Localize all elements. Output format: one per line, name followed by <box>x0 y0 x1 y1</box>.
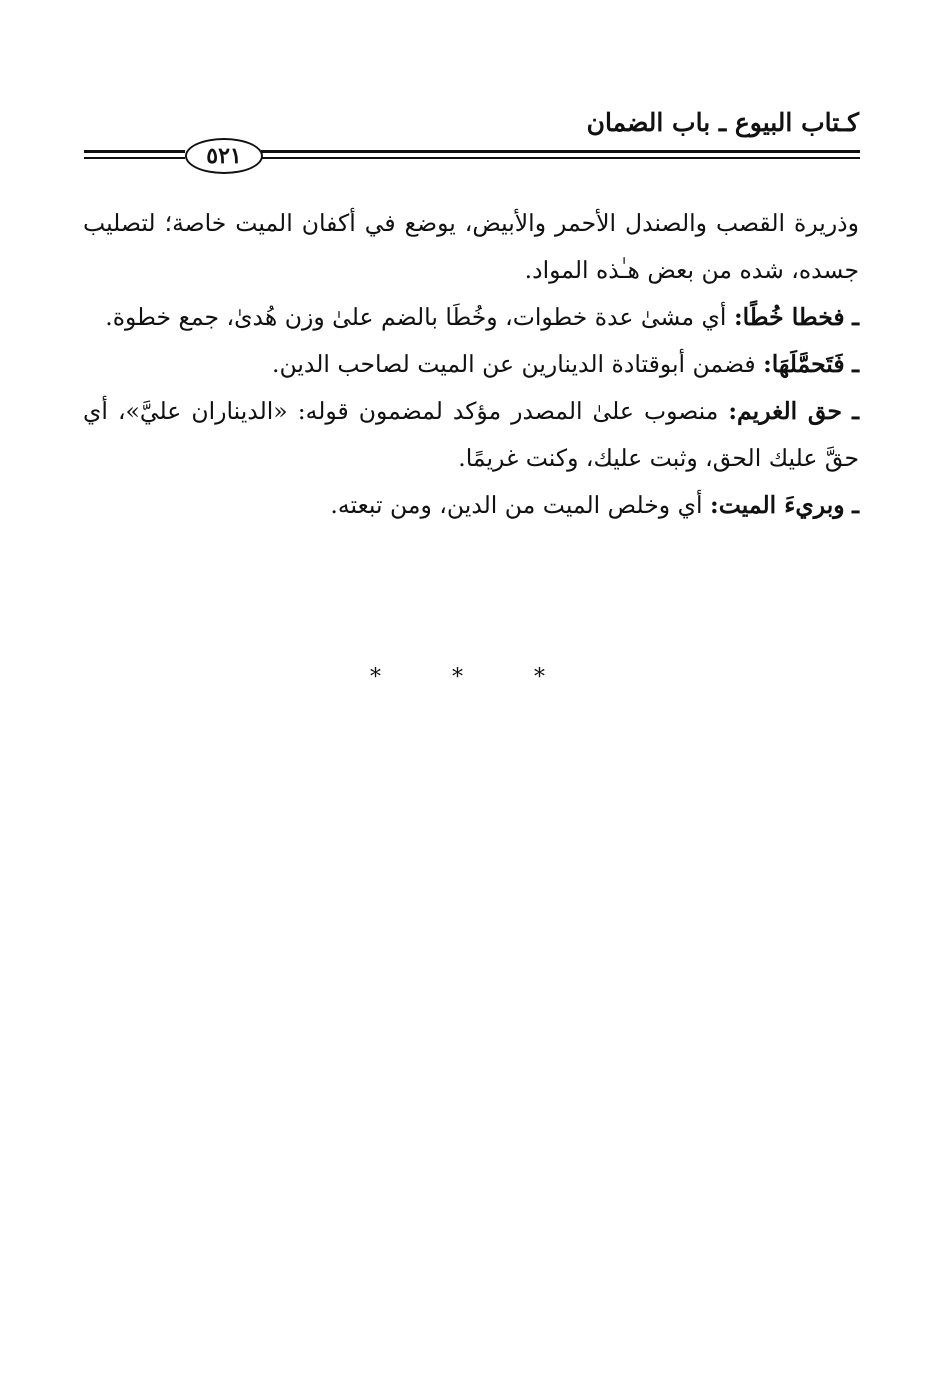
entry-term: فخطا خُطًا <box>742 303 845 331</box>
header-rule <box>84 138 860 178</box>
entry-colon: : <box>728 397 738 425</box>
glossary-entry <box>83 294 859 341</box>
running-header-title: كـتاب البيوع ـ باب الضمان <box>586 108 859 137</box>
entry-text: منصوب علىٰ المصدر مؤكد لمضمون قوله: «الديناران عليَّ»، أي حقَّ عليك الحق، وثبت عليك، وكنت غريمًا. <box>83 397 859 472</box>
glossary-entry <box>83 341 859 388</box>
entry-colon: : <box>710 491 719 519</box>
rule-left-thick <box>84 150 185 153</box>
rule-right-thin <box>261 157 860 159</box>
entry-term: حق الغريم <box>737 397 843 425</box>
entry-bullet: ـ <box>852 491 859 519</box>
entry-bullet: ـ <box>852 350 859 378</box>
entry-text: أي وخلص الميت من الدين، ومن تبعته. <box>330 491 703 519</box>
paragraph-line-1: وذريرة القصب والصندل الأحمر والأبيض، يوضع في أكفان الميت خاصة؛ <box>164 209 859 237</box>
entry-colon: : <box>763 350 772 378</box>
entry-text: فضمن أبوقتادة الدينارين عن الميت لصاحب الدين. <box>272 350 756 378</box>
body-text <box>83 200 859 529</box>
rule-left-thin <box>84 157 185 159</box>
rule-right-thick <box>261 150 860 153</box>
entry-colon: : <box>733 303 743 331</box>
page-number: ٥٢١ <box>185 138 263 174</box>
entry-term: وبريءَ الميت <box>718 491 845 519</box>
glossary-entry <box>83 388 859 482</box>
glossary-entry <box>83 482 859 529</box>
entry-term: فَتَحمَّلَهَا <box>771 350 845 378</box>
section-separator: * * * <box>370 665 577 690</box>
entry-text: أي مشىٰ عدة خطوات، وخُطَا بالضم علىٰ وزن هُدىٰ، جمع خطوة. <box>105 303 727 331</box>
entry-bullet: ـ <box>852 303 859 331</box>
paragraph-line-2: لتصليب جسده، شده من بعض هـٰذه المواد. <box>83 209 859 284</box>
entry-bullet: ـ <box>852 397 859 425</box>
paragraph-continuation <box>83 200 859 294</box>
